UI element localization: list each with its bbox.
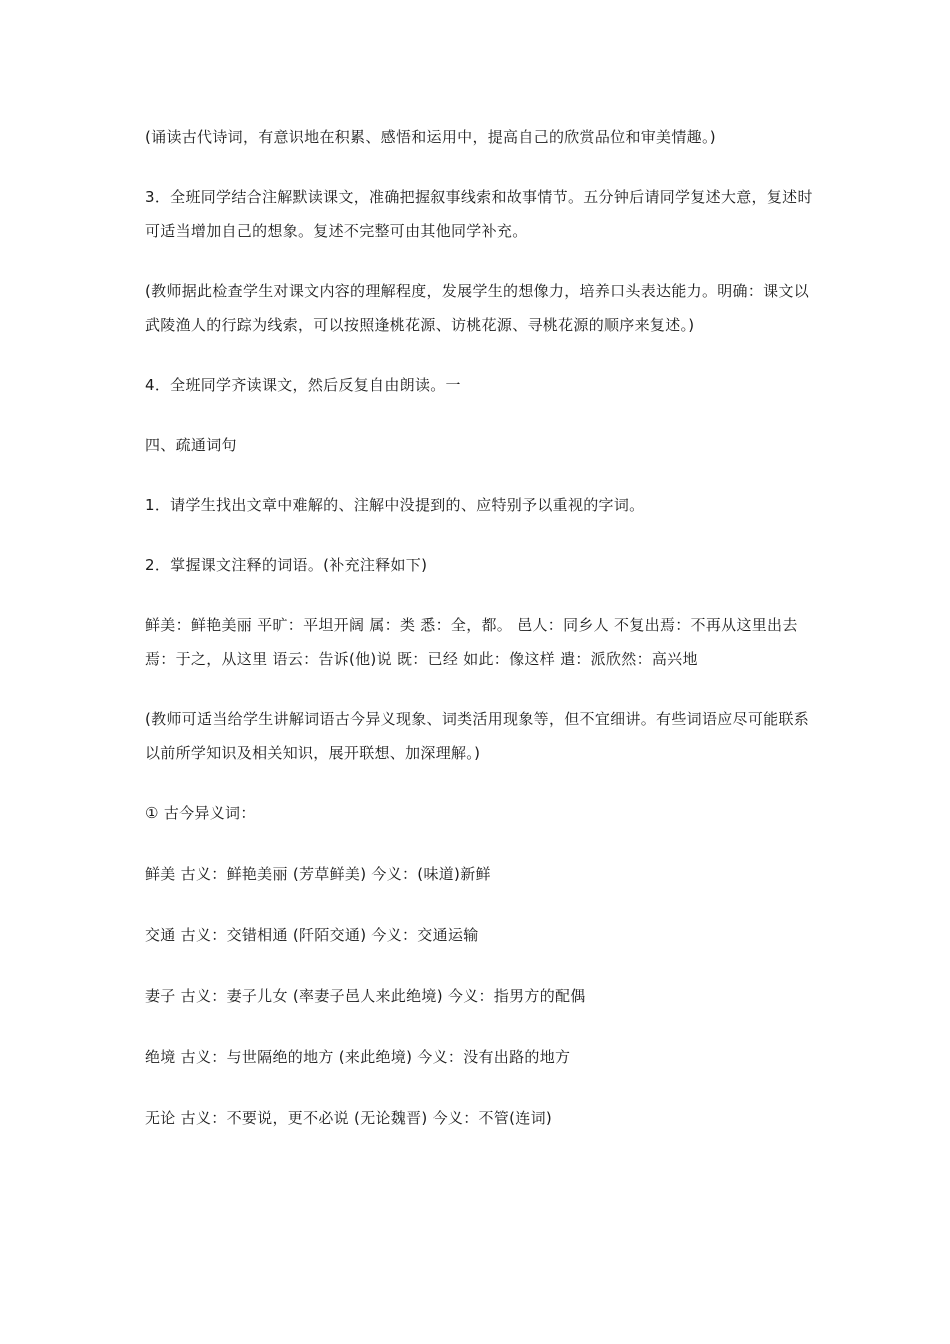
paragraph-step-4: 4．全班同学齐读课文，然后反复自由朗读。一 — [145, 376, 461, 394]
paragraph-step-3: 3．全班同学结合注解默读课文，准确把握叙事线索和故事情节。五分钟后请同学复述大意，复述时可适当增加自己的想象。复述不完整可由其他同学补充。 — [145, 188, 813, 240]
subheading-ancient-modern-words: ① 古今异义词： — [145, 804, 256, 822]
paragraph-appreciation-note: (诵读古代诗词，有意识地在积累、感悟和运用中，提高自己的欣赏品位和审美情趣。) — [145, 128, 716, 146]
section-heading-4: 四、疏通词句 — [145, 436, 237, 454]
word-entry-wulun: 无论 古义：不要说，更不必说 (无论魏晋) 今义：不管(连词) — [145, 1109, 553, 1127]
paragraph-annotations: 鲜美：鲜艳美丽 平旷：平坦开阔 属：类 悉：全，都。 邑人：同乡人 不复出焉：不再从这里出去 焉：于之，从这里 语云：告诉(他)说 既：已经 如此：像这样 遣：派欣然：高兴地 — [145, 616, 803, 668]
word-entry-jiaotong: 交通 古义：交错相通 (阡陌交通) 今义：交通运输 — [145, 926, 479, 944]
word-entry-xianmei: 鲜美 古义：鲜艳美丽 (芳草鲜美) 今义：(味道)新鲜 — [145, 865, 491, 883]
word-entry-qizi: 妻子 古义：妻子儿女 (率妻子邑人来此绝境) 今义：指男方的配偶 — [145, 987, 586, 1005]
paragraph-teacher-check-note: (教师据此检查学生对课文内容的理解程度，发展学生的想像力，培养口头表达能力。明确：课文以武陵渔人的行踪为线索，可以按照逢桃花源、访桃花源、寻桃花源的顺序来复述。) — [145, 282, 810, 334]
paragraph-teacher-explain-note: (教师可适当给学生讲解词语古今异义现象、词类活用现象等，但不宜细讲。有些词语应尽可能联系以前所学知识及相关知识，展开联想、加深理解。) — [145, 710, 810, 762]
word-entry-juejing: 绝境 古义：与世隔绝的地方 (来此绝境) 今义：没有出路的地方 — [145, 1048, 571, 1066]
paragraph-substep-2: 2．掌握课文注释的词语。(补充注释如下) — [145, 556, 428, 574]
document-body — [145, 120, 815, 1162]
paragraph-substep-1: 1．请学生找出文章中难解的、注解中没提到的、应特别予以重视的字词。 — [145, 496, 645, 514]
